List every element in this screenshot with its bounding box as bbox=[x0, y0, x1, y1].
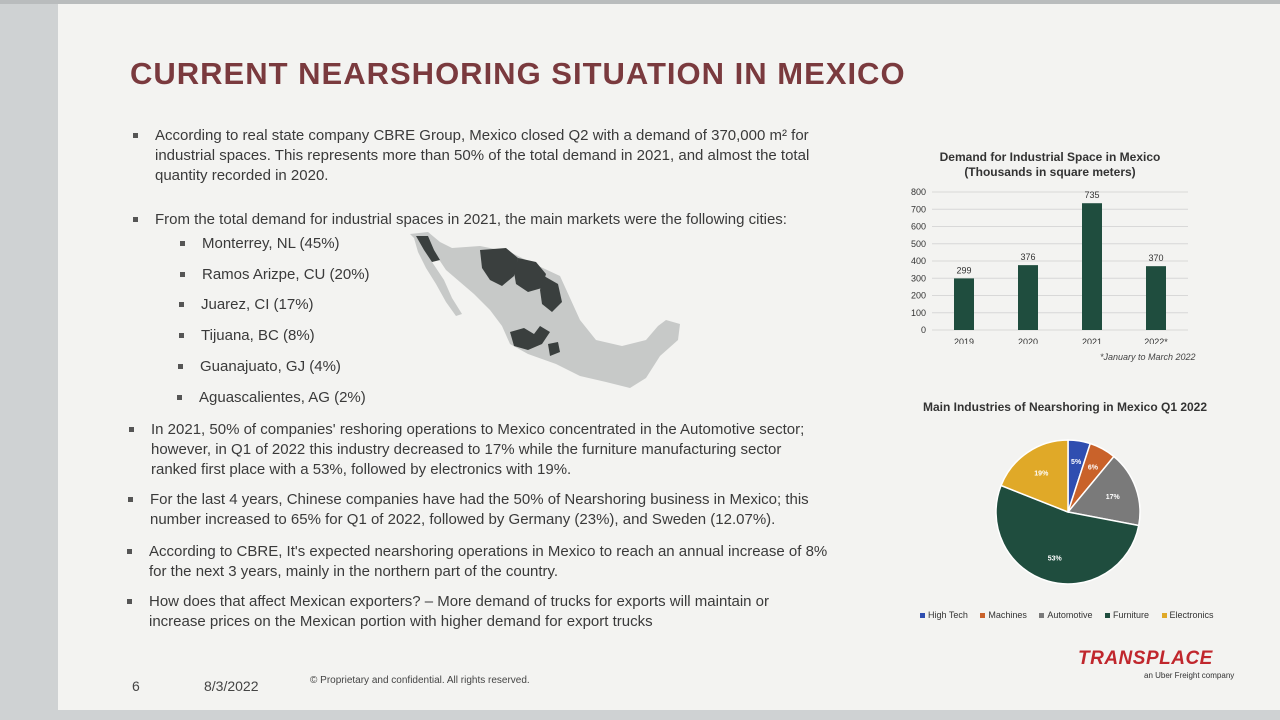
pie-legend bbox=[920, 610, 1224, 620]
bullet-line: According to CBRE, It's expected nearshoring operations in Mexico to reach an annual increase of 8% bbox=[149, 543, 828, 560]
bullet-line: In 2021, 50% of companies' reshoring operations to Mexico concentrated in the Automotive sector; bbox=[151, 421, 805, 438]
y-tick-label: 200 bbox=[910, 290, 926, 301]
bullet-line: ranked first place with a 53%, followed by electronics with 19%. bbox=[151, 461, 572, 478]
bullet-line: From the total demand for industrial spaces in 2021, the main markets were the following cities: bbox=[155, 211, 787, 228]
bullet-line: for the next 3 years, mainly in the northern part of the country. bbox=[149, 563, 559, 580]
pie-chart bbox=[988, 432, 1148, 592]
bar-2022* bbox=[1146, 266, 1166, 330]
logo-tagline: an Uber Freight company bbox=[1144, 671, 1235, 680]
pie-chart-title: Main Industries of Nearshoring in Mexico Q1 2022 bbox=[922, 400, 1208, 414]
y-tick-label: 600 bbox=[910, 221, 926, 232]
slide-date: 8/3/2022 bbox=[204, 678, 259, 694]
bullet-marker bbox=[180, 272, 185, 277]
bullet-main-markets bbox=[155, 210, 915, 230]
legend-swatch bbox=[920, 613, 925, 618]
y-tick-label: 800 bbox=[910, 187, 926, 197]
page-number: 6 bbox=[132, 678, 140, 694]
bullet-marker bbox=[179, 302, 184, 307]
pie-value-label: 6% bbox=[1087, 464, 1099, 472]
bullet-exporters-impact bbox=[149, 592, 909, 632]
bullet-automotive-sector bbox=[151, 420, 911, 480]
city-label: Ramos Arizpe, CU (20%) bbox=[202, 266, 370, 283]
bar-chart-title bbox=[920, 150, 1180, 180]
bar-value-label: 376 bbox=[1020, 252, 1036, 263]
bullet-marker bbox=[129, 427, 134, 432]
transplace-logo: TRANSPLACE bbox=[1078, 648, 1213, 669]
y-tick-label: 300 bbox=[910, 273, 926, 284]
city-label: Aguascalientes, AG (2%) bbox=[199, 389, 366, 406]
city-label: Tijuana, BC (8%) bbox=[201, 327, 315, 344]
y-tick-label: 0 bbox=[920, 325, 926, 335]
bullet-line: quantity recorded in 2020. bbox=[155, 167, 329, 184]
bullet-line: How does that affect Mexican exporters? – More demand of trucks for exports will maintain or bbox=[149, 593, 770, 610]
bullet-line: According to real state company CBRE Group, Mexico closed Q2 with a demand of 370,000 m² for bbox=[155, 127, 809, 144]
bar-value-label: 370 bbox=[1148, 253, 1164, 264]
y-tick-label: 100 bbox=[910, 307, 926, 318]
bullet-marker bbox=[128, 497, 133, 502]
legend-item-high-tech bbox=[920, 610, 968, 620]
legend-label: Machines bbox=[988, 610, 1027, 620]
pie-value-label: 5% bbox=[1071, 458, 1082, 466]
legend-swatch bbox=[1105, 613, 1110, 618]
copyright-notice: © Proprietary and confidential. All rights reserved. bbox=[310, 675, 530, 686]
legend-label: High Tech bbox=[928, 610, 968, 620]
bullet-line: number increased to 65% for Q1 of 2022, followed by Germany (23%), and Sweden (12.07%). bbox=[150, 511, 776, 528]
bar-2021 bbox=[1082, 203, 1102, 330]
city-item bbox=[202, 234, 340, 254]
bar-value-label: 735 bbox=[1084, 190, 1100, 201]
city-item bbox=[202, 265, 370, 285]
bullet-marker bbox=[133, 133, 138, 138]
x-tick-label: 2020 bbox=[1017, 337, 1039, 344]
bar-chart bbox=[888, 184, 1208, 344]
y-tick-label: 700 bbox=[910, 204, 926, 215]
bullet-marker bbox=[127, 549, 132, 554]
mexico-outline bbox=[410, 232, 680, 388]
legend-item-electronics bbox=[1162, 610, 1214, 620]
bullet-marker bbox=[178, 364, 183, 369]
bar-2019 bbox=[954, 278, 974, 330]
pie-value-label: 19% bbox=[1034, 470, 1049, 478]
bullet-line: however, in Q1 of 2022 this industry decreased to 17% while the furniture manufacturing sector bbox=[151, 441, 782, 458]
bar-2020 bbox=[1018, 265, 1038, 330]
bullet-line: industrial spaces. This represents more than 50% of the total demand in 2021, and almost the total bbox=[155, 147, 810, 164]
bullet-cbre-forecast bbox=[149, 542, 909, 582]
y-tick-label: 400 bbox=[910, 256, 926, 266]
city-item bbox=[199, 388, 366, 408]
bullet-chinese-companies bbox=[150, 490, 910, 530]
legend-item-automotive bbox=[1039, 610, 1092, 620]
x-tick-label: 2022* bbox=[1144, 337, 1168, 344]
presentation-slide bbox=[58, 4, 1280, 710]
mexico-map bbox=[410, 228, 710, 398]
legend-item-machines bbox=[980, 610, 1027, 620]
bullet-cbre-demand bbox=[155, 126, 915, 186]
bar-chart-subtitle-line: (Thousands in square meters) bbox=[964, 165, 1136, 179]
city-item bbox=[201, 295, 314, 315]
bullet-marker bbox=[180, 241, 185, 246]
bullet-marker bbox=[133, 217, 138, 222]
bullet-line: For the last 4 years, Chinese companies have had the 50% of Nearshoring business in Mexico; this bbox=[150, 491, 809, 508]
city-item bbox=[200, 357, 341, 377]
legend-item-furniture bbox=[1105, 610, 1149, 620]
bullet-marker bbox=[127, 599, 132, 604]
legend-swatch bbox=[1039, 613, 1044, 618]
city-label: Guanajuato, GJ (4%) bbox=[200, 358, 341, 375]
bullet-marker bbox=[179, 333, 184, 338]
bullet-marker bbox=[177, 395, 182, 400]
legend-swatch bbox=[1162, 613, 1167, 618]
legend-label: Furniture bbox=[1112, 610, 1149, 620]
bar-chart-title-line: Demand for Industrial Space in Mexico bbox=[939, 150, 1161, 164]
x-tick-label: 2021 bbox=[1081, 337, 1103, 344]
pie-value-label: 53% bbox=[1047, 555, 1062, 563]
legend-swatch bbox=[980, 613, 985, 618]
bar-chart-footnote: *January to March 2022 bbox=[1100, 352, 1196, 362]
legend-label: Automotive bbox=[1047, 610, 1093, 620]
y-tick-label: 500 bbox=[910, 238, 926, 249]
legend-label: Electronics bbox=[1169, 610, 1214, 620]
slide-title: CURRENT NEARSHORING SITUATION IN MEXICO bbox=[130, 56, 906, 91]
bullet-line: increase prices on the Mexican portion with higher demand for export trucks bbox=[149, 613, 653, 630]
bar-value-label: 299 bbox=[956, 265, 972, 276]
pie-value-label: 17% bbox=[1105, 493, 1120, 501]
city-label: Juarez, CI (17%) bbox=[201, 296, 314, 313]
city-item bbox=[201, 326, 315, 346]
x-tick-label: 2019 bbox=[953, 337, 975, 344]
city-label: Monterrey, NL (45%) bbox=[202, 235, 340, 252]
